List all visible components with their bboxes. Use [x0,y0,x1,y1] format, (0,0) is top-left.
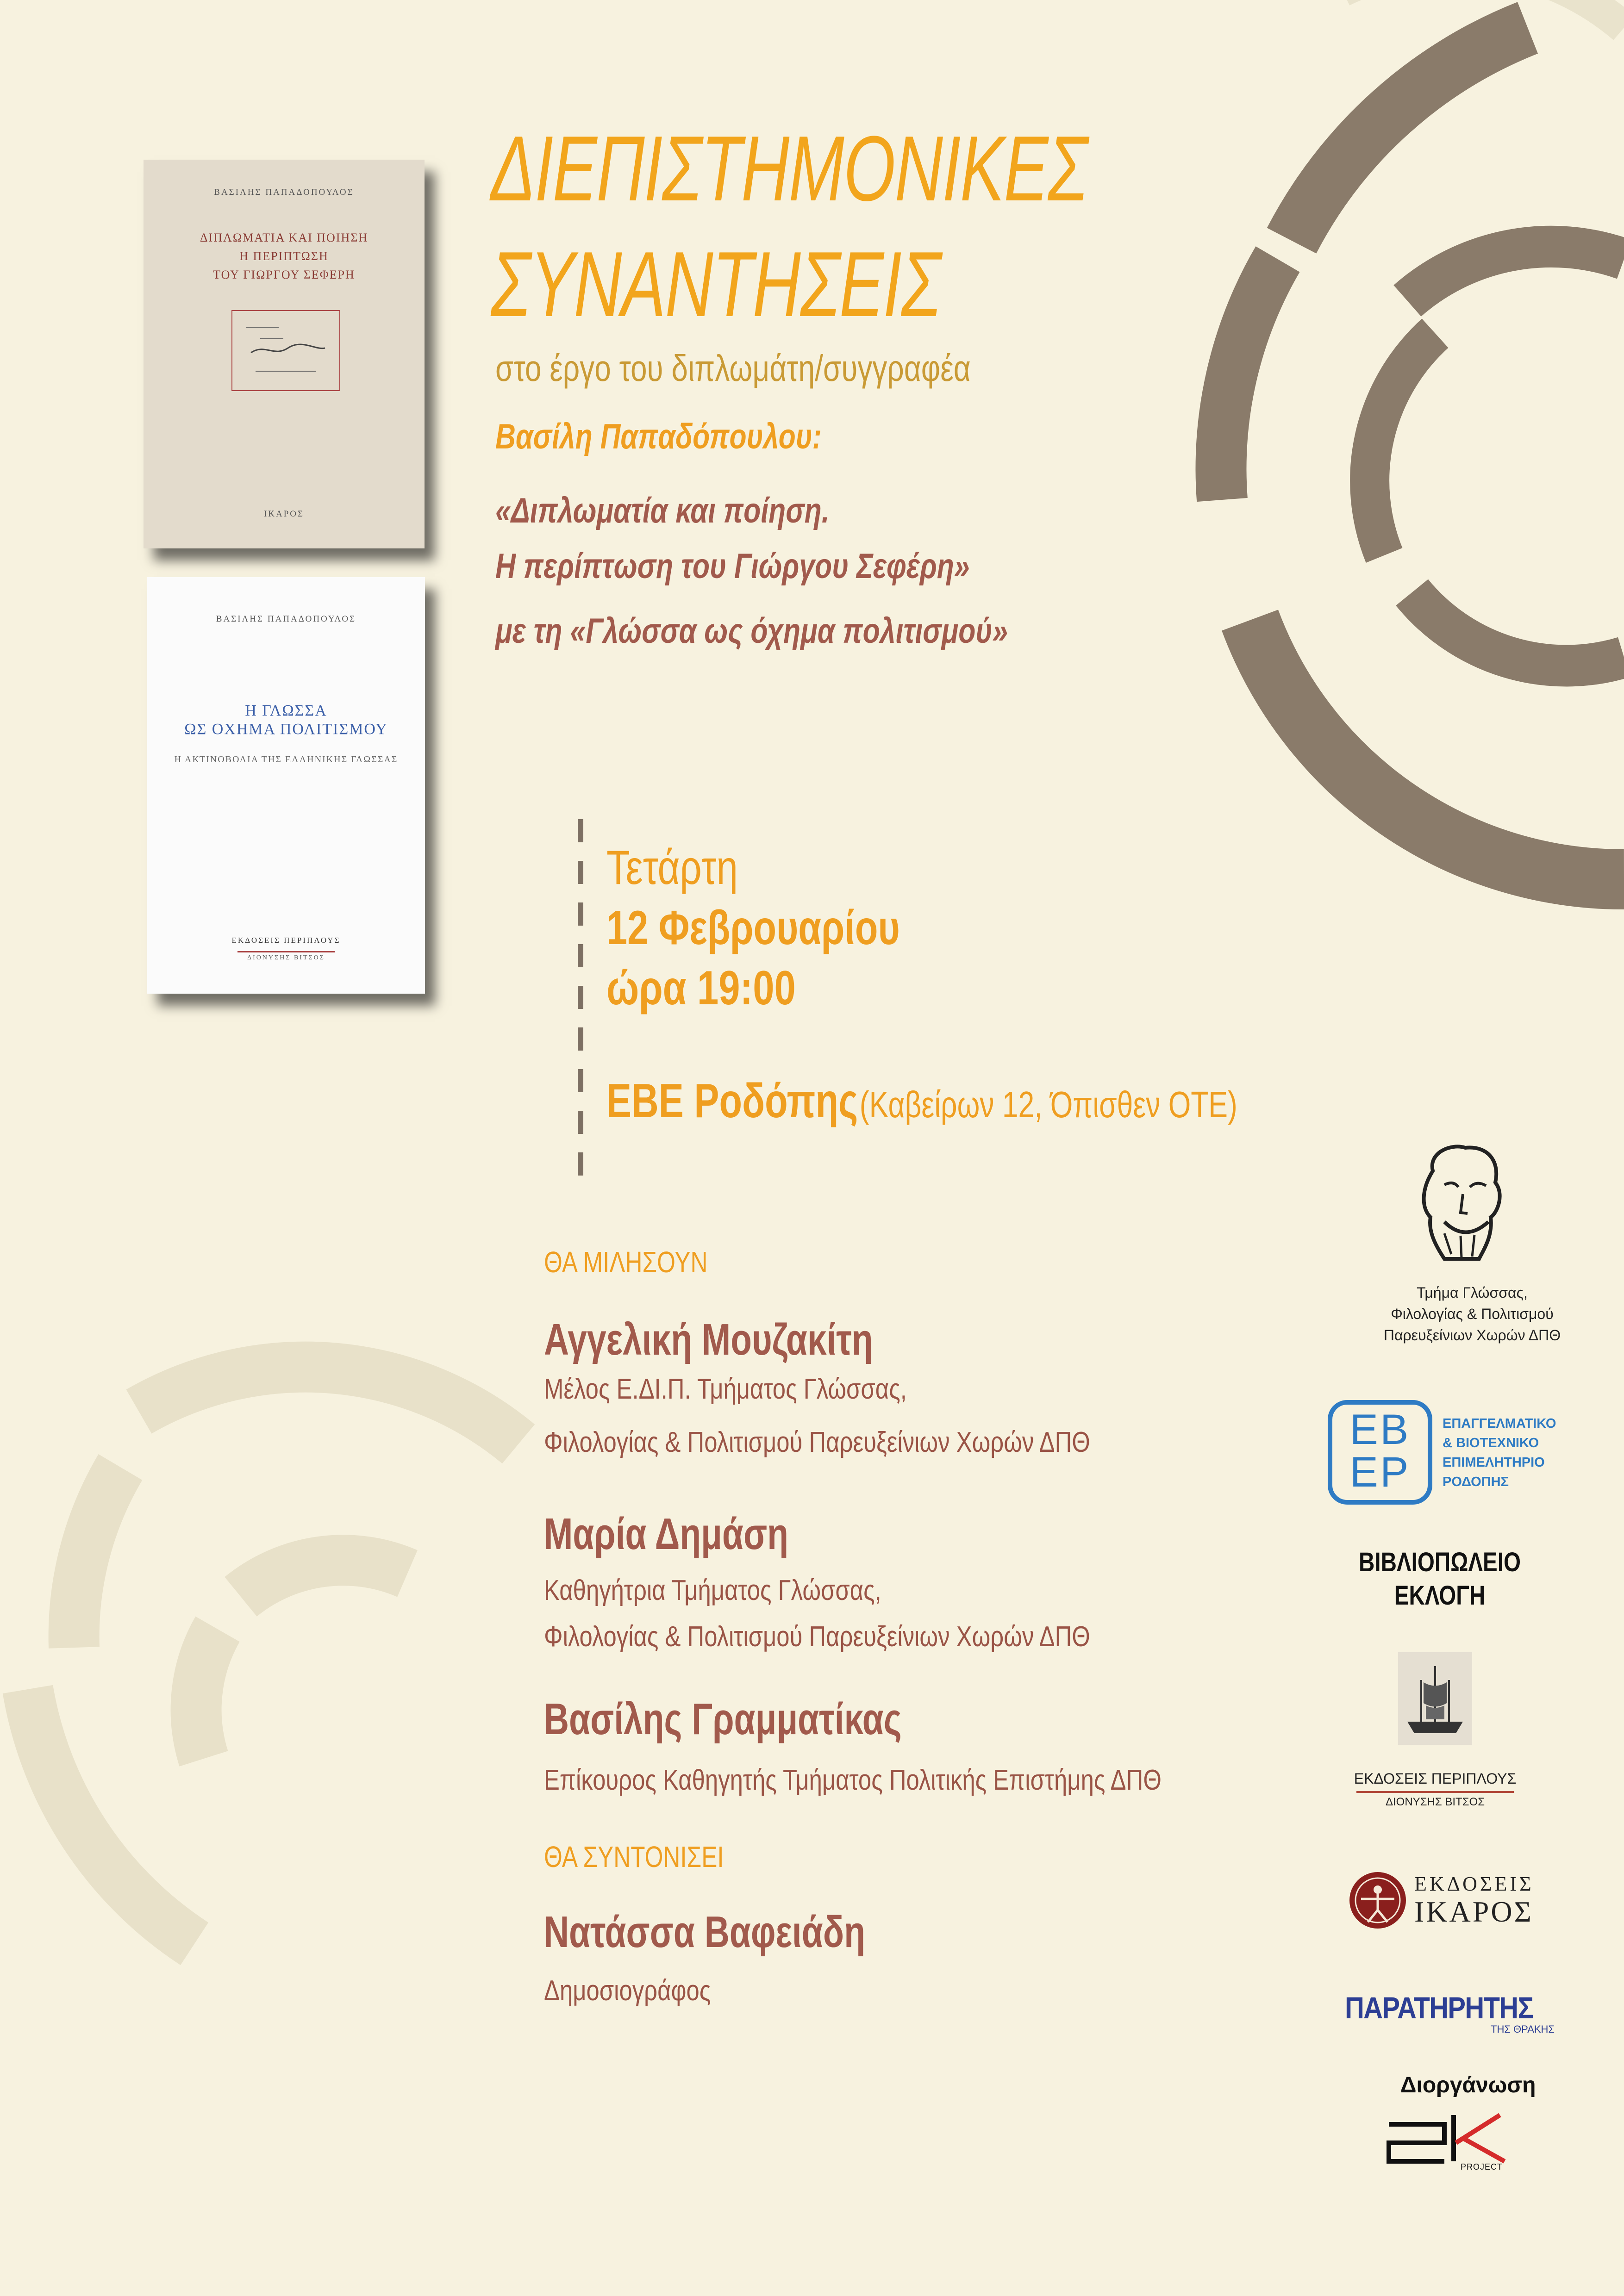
department-logo [1366,1143,1579,1365]
speaker-name: Μαρία Δημάση [544,1509,788,1559]
periplous-name: ΕΚΔΟΣΕΙΣ ΠΕΡΙΠΛΟΥΣ [1354,1770,1517,1787]
ikaros-logo [1349,1870,1553,1935]
book-cover-glossa [147,577,425,994]
periplous-logo [1352,1652,1518,1819]
headline-line2: ΣΥΝΑΝΤΗΣΕΙΣ [491,233,941,336]
event-day: Τετάρτη [606,841,738,895]
speaker-role: Φιλολογίας & Πολιτισμού Παρευξείνιων Χωρών ΔΠΘ [544,1621,1090,1653]
speaker-role: Επίκουρος Καθηγητής Τμήματος Πολιτικής Επιστήμης ΔΠΘ [544,1764,1162,1796]
cover-publisher: ΙΚΑΡΟΣ [263,509,305,519]
cover-title-line: ΔΙΠΛΩΜΑΤΙΑ ΚΑΙ ΠΟΙΗΣΗ [200,231,369,244]
cover-publisher-sub: ΔΙΟΝΥΣΗΣ ΒΙΤΣΟΣ [247,954,325,961]
ikaros-emblem [1349,1872,1406,1929]
signature-icon [232,311,339,390]
venue-name: ΕΒΕ Ροδόπης [606,1074,858,1128]
ikaros-text: ΕΚΔΟΣΕΙΣ ΙΚΑΡΟΣ [1414,1873,1534,1928]
ebep-text: ΕΠΑΓΓΕΛΜΑΤΙΚΟ & ΒΙΟΤΕΧΝΙΚΟ ΕΠΙΜΕΛΗΤΗΡΙΟ ΡΟΔΟΠΗΣ [1443,1416,1556,1489]
speaker-name: Αγγελική Μουζακίτη [544,1315,873,1364]
cover-title-line: Η ΓΛΩΣΣΑ [245,702,327,719]
moderator-name: Νατάσσα Βαφειάδη [544,1907,865,1957]
ebep-logo [1328,1400,1587,1511]
speaker-role: Φιλολογίας & Πολιτισμού Παρευξείνιων Χωρών ΔΠΘ [544,1426,1090,1458]
book2-title-line: με τη «Γλώσσα ως όχημα πολιτισμού» [495,611,1008,651]
periplous-sub: ΔΙΟΝΥΣΗΣ ΒΙΤΣΟΣ [1385,1796,1485,1808]
vitruvian-icon [1349,1872,1406,1929]
speaker-role: Καθηγήτρια Τμήματος Γλώσσας, [544,1574,881,1606]
moderator-role: Δημοσιογράφος [544,1975,711,2007]
philosopher-bust-icon [1400,1143,1521,1268]
headline-line1: ΔΙΕΠΙΣΤΗΜΟΝΙΚΕΣ [491,117,1087,220]
cover-publisher-rule [237,951,335,952]
organizer-sub: PROJECT [1461,2162,1503,2172]
bookstore-logo: ΒΙΒΛΙΟΠΩΛΕΙΟ ΕΚΛΟΓΗ [1359,1547,1521,1611]
book1-title-line2: Η περίπτωση του Γιώργου Σεφέρη» [495,547,970,586]
department-caption: Τμήμα Γλώσσας, Φιλολογίας & Πολιτισμού Παρευξείνιων Χωρών ΔΠΘ [1383,1284,1561,1344]
venue-detail: (Καβείρων 12, Όπισθεν ΟΤΕ) [859,1084,1237,1125]
organizer-label: Διοργάνωση [1400,2073,1536,2097]
cover-publisher: ΕΚΔΟΣΕΙΣ ΠΕΡΙΠΛΟΥΣ [231,936,341,945]
cover-author: ΒΑΣΙΛΗΣ ΠΑΠΑΔΟΠΟΥΛΟΣ [216,614,356,624]
cover-title-line: Η ΠΕΡΙΠΤΩΣΗ [239,249,329,263]
speaker-name: Βασίλης Γραμματίκας [544,1694,902,1744]
cover-title-line: ΩΣ ΟΧΗΜΑ ΠΟΛΙΤΙΣΜΟΥ [184,721,388,738]
organizer-logo [1384,2110,1551,2175]
cover-title-line: ΤΟΥ ΓΙΩΡΓΟΥ ΣΕΦΕΡΗ [213,268,355,281]
event-time: ώρα 19:00 [606,961,796,1015]
book1-title-line1: «Διπλωματία και ποίηση. [495,491,830,530]
cover-signature-box [231,310,340,391]
headline-subtitle: στο έργο του διπλωμάτη/συγγραφέα [495,348,971,389]
author-name: Βασίλη Παπαδόπουλου: [495,417,822,456]
ship-picture [1398,1652,1472,1745]
ship-icon [1398,1652,1472,1745]
paratiritis-logo: ΠΑΡΑΤΗΡΗΤΗΣ ΤΗΣ ΘΡΑΚΗΣ [1345,1991,1555,2035]
speaker-role: Μέλος Ε.ΔΙ.Π. Τμήματος Γλώσσας, [544,1373,907,1405]
speakers-label: ΘΑ ΜΙΛΗΣΟΥΝ [544,1245,708,1279]
moderator-label: ΘΑ ΣΥΝΤΟΝΙΣΕΙ [544,1840,724,1873]
periplous-rule [1356,1791,1514,1793]
event-venue [606,1074,1415,1129]
cover-author: ΒΑΣΙΛΗΣ ΠΑΠΑΔΟΠΟΥΛΟΣ [214,187,354,197]
ebep-mark: ΕΒ ΕΡ [1328,1400,1432,1505]
event-date: 12 Φεβρουαρίου [606,901,900,955]
book-cover-diplomatia [144,160,425,548]
cover-subtitle: Η ΑΚΤΙΝΟΒΟΛΙΑ ΤΗΣ ΕΛΛΗΝΙΚΗΣ ΓΛΩΣΣΑΣ [174,754,398,765]
